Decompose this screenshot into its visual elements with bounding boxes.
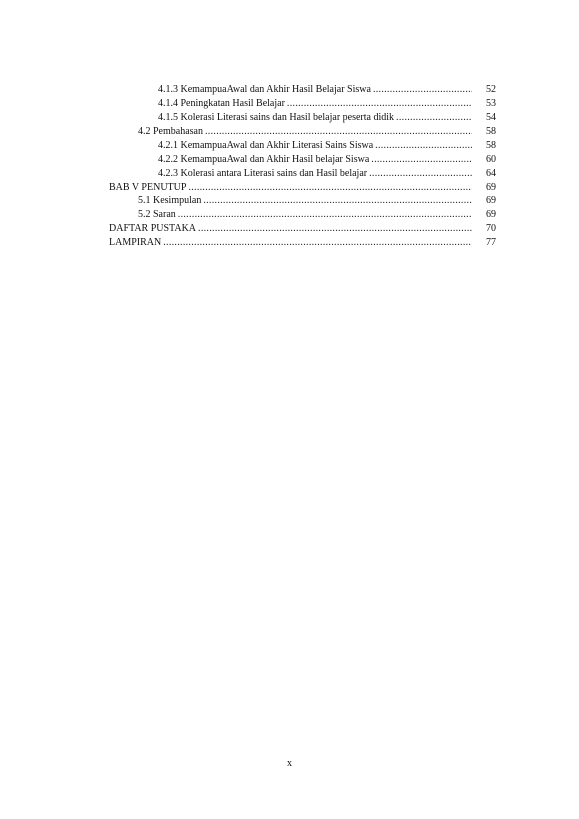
toc-entry-page: 70 [486, 223, 496, 234]
toc-entry-label: LAMPIRAN [109, 237, 162, 248]
toc-entry-page: 60 [486, 154, 496, 165]
toc-entry [158, 111, 496, 125]
page-number: x [287, 758, 292, 769]
toc-entry [138, 208, 496, 222]
toc-entry-label: 4.2.3 Kolerasi antara Literasi sains dan Hasil belajar [158, 168, 368, 179]
toc-entry-label: 4.1.5 Kolerasi Literasi sains dan Hasil belajar peserta didik [158, 112, 395, 123]
toc-entry [158, 139, 496, 153]
toc-entry-page: 58 [486, 126, 496, 137]
dot-leader [205, 125, 472, 139]
toc-entry [158, 97, 496, 111]
toc-entry [109, 236, 496, 250]
dot-leader [188, 181, 472, 195]
dot-leader [373, 83, 472, 97]
toc-entry-label: 5.2 Saran [138, 209, 176, 220]
toc-entry-page: 52 [486, 84, 496, 95]
toc-entry-page: 69 [486, 195, 496, 206]
toc-entry-label: 4.2 Pembahasan [138, 126, 203, 137]
toc-entry [158, 167, 496, 181]
toc-entry [138, 194, 496, 208]
toc-entry-label: 4.2.2 KemampuaAwal dan Akhir Hasil belajar Siswa [158, 154, 370, 165]
dot-leader [178, 208, 472, 222]
dot-leader [375, 139, 472, 153]
dot-leader [369, 167, 472, 181]
toc-entry-page: 53 [486, 98, 496, 109]
toc-entry [109, 181, 496, 195]
toc-entry [138, 125, 496, 139]
toc-entry [109, 222, 496, 236]
toc-entry-page: 77 [486, 237, 496, 248]
toc-entry-page: 69 [486, 209, 496, 220]
dot-leader [203, 194, 472, 208]
toc-entry-label: 4.1.4 Peningkatan Hasil Belajar [158, 98, 285, 109]
dot-leader [371, 153, 472, 167]
toc-entry-label: DAFTAR PUSTAKA [109, 223, 197, 234]
toc-entry-label: 5.1 Kesimpulan [138, 195, 202, 206]
dot-leader [287, 97, 472, 111]
dot-leader [198, 222, 472, 236]
toc-entry-page: 58 [486, 140, 496, 151]
dot-leader [396, 111, 472, 125]
toc-entry-page: 69 [486, 182, 496, 193]
toc-entry-label: 4.2.1 KemampuaAwal dan Akhir Literasi Sains Siswa [158, 140, 374, 151]
toc-entry-page: 54 [486, 112, 496, 123]
toc-entry-label: 4.1.3 KemampuaAwal dan Akhir Hasil Belajar Siswa [158, 84, 371, 95]
toc-entry [158, 83, 496, 97]
toc-entry-label: BAB V PENUTUP [109, 182, 187, 193]
toc-entry [158, 153, 496, 167]
dot-leader [163, 236, 472, 250]
toc-entry-page: 64 [486, 168, 496, 179]
